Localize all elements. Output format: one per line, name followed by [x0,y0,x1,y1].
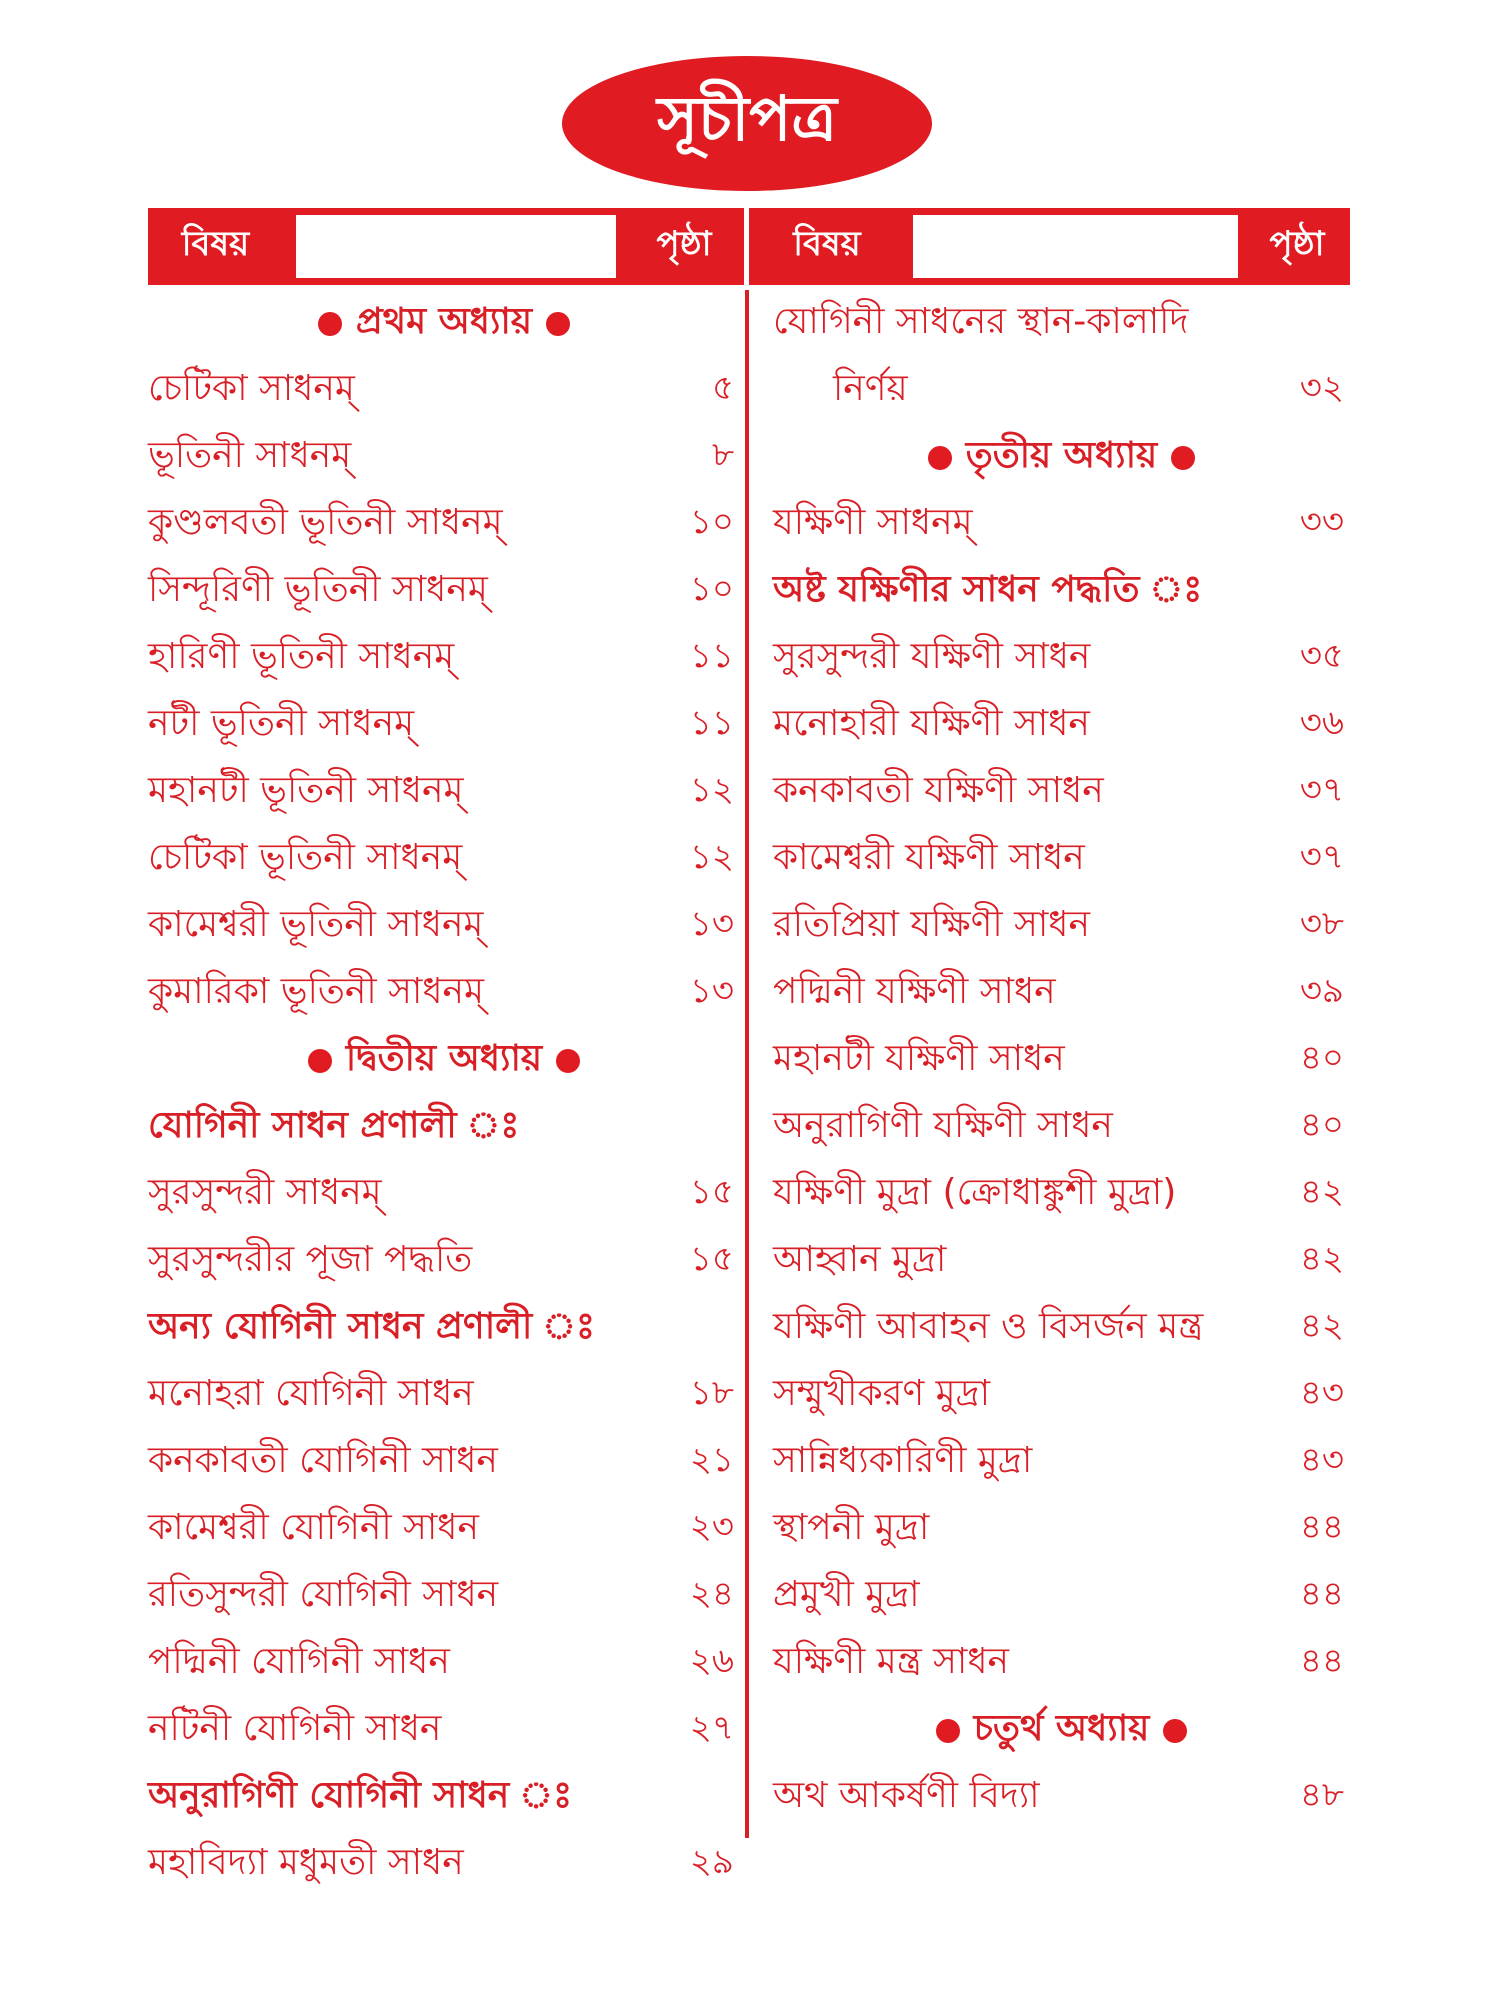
entry-title: সান্নিধ্যকারিণী মুদ্রা [773,1439,1033,1481]
toc-entry [773,960,1350,1027]
bullet-dot-icon [318,312,342,336]
toc-entry [773,1228,1350,1295]
page-number: ১০ [689,502,734,542]
page-number: ১৫ [689,1239,734,1279]
page-number: ৩৭ [1299,770,1344,810]
entry-title: মনোহারী যক্ষিণী সাধন [773,702,1090,744]
toc-entry [148,759,740,826]
page-number: ২৯ [689,1842,734,1882]
toc-entry [773,692,1350,759]
entry-title: মহাবিদ্যা মধুমতী সাধন [148,1841,464,1883]
entry-title: পদ্মিনী যক্ষিণী সাধন [773,970,1056,1012]
column-divider [745,290,749,1838]
entry-title: অনুরাগিণী যোগিনী সাধন ঃ [148,1774,573,1816]
header-subject-right: বিষয় [793,224,861,264]
page-number: ৮ [711,435,734,475]
entry-title: অন্য যোগিনী সাধন প্রণালী ঃ [148,1305,596,1347]
section-subheading [773,558,1350,625]
page-number: ৫ [711,368,734,408]
toc-entry [148,1429,740,1496]
page-number: ৪২ [1299,1172,1344,1212]
toc-column-left [148,290,740,1898]
header-page-right: পৃষ্ঠা [1269,224,1325,264]
page-number: ৪০ [1299,1038,1344,1078]
toc-entry [773,759,1350,826]
toc-entry [148,1563,740,1630]
bullet-dot-icon [556,1049,580,1073]
page-number: ৪০ [1299,1105,1344,1145]
entry-title: কনকাবতী যক্ষিণী সাধন [773,769,1104,811]
entry-title: সিন্দূরিণী ভূতিনী সাধনম্ [148,568,488,610]
entry-title: পদ্মিনী যোগিনী সাধন [148,1640,450,1682]
entry-title: কামেশ্বরী ভূতিনী সাধনম্ [148,903,484,945]
toc-entry [148,558,740,625]
bullet-dot-icon [308,1049,332,1073]
chapter-heading [148,290,740,357]
toc-entry [148,491,740,558]
page-number: ১৮ [689,1373,734,1413]
toc-entry [148,1697,740,1764]
page-number: ৪৪ [1299,1507,1344,1547]
entry-title: যোগিনী সাধনের স্থান-কালাদি [773,300,1189,342]
header-blank-left [296,215,616,278]
page-number: ৪২ [1299,1239,1344,1279]
toc-entry [773,893,1350,960]
toc-entry [148,1630,740,1697]
entry-title: মনোহরা যোগিনী সাধন [148,1372,474,1414]
entry-title: যক্ষিণী মন্ত্র সাধন [773,1640,1010,1682]
page-number: ৪৮ [1299,1775,1344,1815]
page-number: ১২ [689,837,734,877]
toc-entry [773,1295,1350,1362]
page-number: ৪২ [1299,1306,1344,1346]
entry-title: কামেশ্বরী যোগিনী সাধন [148,1506,479,1548]
header-bar-right [749,208,1350,285]
toc-entry [773,1161,1350,1228]
entry-title: অষ্ট যক্ষিণীর সাধন পদ্ধতি ঃ [773,568,1203,610]
toc-entry [773,491,1350,558]
toc-entry [148,1496,740,1563]
toc-entry [148,960,740,1027]
entry-title: নটী ভূতিনী সাধনম্ [148,702,415,744]
page-number: ৩৮ [1299,904,1344,944]
bullet-dot-icon [1163,1719,1187,1743]
chapter-heading [148,1027,740,1094]
entry-title: রতিপ্রিয়া যক্ষিণী সাধন [773,903,1090,945]
page-number: ১৩ [689,904,734,944]
toc-entry [148,1362,740,1429]
toc-entry [773,625,1350,692]
bullet-dot-icon [928,446,952,470]
entry-title: চেটিকা সাধনম্ [148,367,355,409]
entry-title: সুরসুন্দরী সাধনম্ [148,1171,382,1213]
page-number: ১০ [689,569,734,609]
toc-entry [148,357,740,424]
entry-title: অনুরাগিণী যক্ষিণী সাধন [773,1104,1113,1146]
entry-title: মহানটী ভূতিনী সাধনম্ [148,769,464,811]
toc-entry [773,1094,1350,1161]
bullet-dot-icon [546,312,570,336]
toc-entry [148,1228,740,1295]
page-number: ১২ [689,770,734,810]
header-subject-left: বিষয় [181,224,250,264]
page-number: ২৩ [689,1507,734,1547]
page-title: সূচীপত্র [657,82,837,155]
chapter-label: দ্বিতীয় অধ্যায় [345,1037,543,1079]
toc-entry [773,1027,1350,1094]
page-number: ৩৬ [1299,703,1344,743]
page-number: ৪৩ [1299,1440,1344,1480]
toc-entry [773,1630,1350,1697]
entry-title: যক্ষিণী মুদ্রা (ক্রোধাঙ্কুশী মুদ্রা) [773,1171,1177,1213]
toc-entry [148,826,740,893]
page-number: ৪৪ [1299,1641,1344,1681]
toc-entry [148,424,740,491]
toc-entry [773,1362,1350,1429]
toc-entry [148,625,740,692]
page-number: ৪৪ [1299,1574,1344,1614]
entry-title: যক্ষিণী আবাহন ও বিসর্জন মন্ত্র [773,1305,1204,1347]
page-number: ২৬ [689,1641,734,1681]
page-number: ২৭ [689,1708,734,1748]
section-subheading [148,1094,740,1161]
entry-title: অথ আকর্ষণী বিদ্যা [773,1774,1040,1816]
chapter-heading [773,1697,1350,1764]
page-number: ১১ [689,636,734,676]
page-number: ২৪ [689,1574,734,1614]
page-number: ৩২ [1299,368,1344,408]
page-number: ৩৫ [1299,636,1344,676]
header-bar-left [148,208,744,285]
entry-title: যক্ষিণী সাধনম্ [773,501,973,543]
header-page-left: পৃষ্ঠা [656,224,712,264]
bullet-dot-icon [936,1719,960,1743]
chapter-label: প্রথম অধ্যায় [355,300,533,342]
chapter-label: তৃতীয় অধ্যায় [965,434,1158,476]
entry-title: হারিণী ভূতিনী সাধনম্ [148,635,455,677]
section-subheading [148,1295,740,1362]
chapter-heading [773,424,1350,491]
toc-entry [148,692,740,759]
toc-entry [773,357,1350,424]
page-number: ৪৩ [1299,1373,1344,1413]
entry-title: ভূতিনী সাধনম্ [148,434,352,476]
toc-entry [773,1496,1350,1563]
header-blank-right [913,215,1238,278]
page-number: ২১ [689,1440,734,1480]
page-number: ১৩ [689,971,734,1011]
page-number: ১৫ [689,1172,734,1212]
page-number: ৩৩ [1299,502,1344,542]
toc-entry [148,893,740,960]
toc-column-right [773,290,1350,1831]
entry-title: রতিসুন্দরী যোগিনী সাধন [148,1573,499,1615]
entry-title: আহ্বান মুদ্রা [773,1238,947,1280]
toc-entry [148,1161,740,1228]
entry-title: নির্ণয় [833,367,908,409]
page-number: ১১ [689,703,734,743]
entry-title: সুরসুন্দরীর পূজা পদ্ধতি [148,1238,473,1280]
entry-title: কুমারিকা ভূতিনী সাধনম্ [148,970,485,1012]
entry-title: স্থাপনী মুদ্রা [773,1506,930,1548]
page-number: ৩৭ [1299,837,1344,877]
entry-title: প্রমুখী মুদ্রা [773,1573,920,1615]
entry-title: সুরসুন্দরী যক্ষিণী সাধন [773,635,1091,677]
entry-title: কনকাবতী যোগিনী সাধন [148,1439,498,1481]
section-subheading [148,1764,740,1831]
entry-title: চেটিকা ভূতিনী সাধনম্ [148,836,463,878]
toc-entry [773,826,1350,893]
entry-title: নটিনী যোগিনী সাধন [148,1707,442,1749]
bullet-dot-icon [1171,446,1195,470]
entry-title: মহানটী যক্ষিণী সাধন [773,1037,1065,1079]
entry-title: যোগিনী সাধন প্রণালী ঃ [148,1104,520,1146]
entry-title: কুণ্ডলবতী ভূতিনী সাধনম্ [148,501,503,543]
chapter-label: চতুর্থ অধ্যায় [973,1707,1150,1749]
title-banner [562,56,932,191]
toc-entry [773,290,1350,357]
toc-entry [773,1563,1350,1630]
toc-entry [773,1764,1350,1831]
entry-title: কামেশ্বরী যক্ষিণী সাধন [773,836,1085,878]
toc-entry [773,1429,1350,1496]
entry-title: সম্মুখীকরণ মুদ্রা [773,1372,991,1414]
toc-entry [148,1831,740,1898]
page-number: ৩৯ [1299,971,1344,1011]
